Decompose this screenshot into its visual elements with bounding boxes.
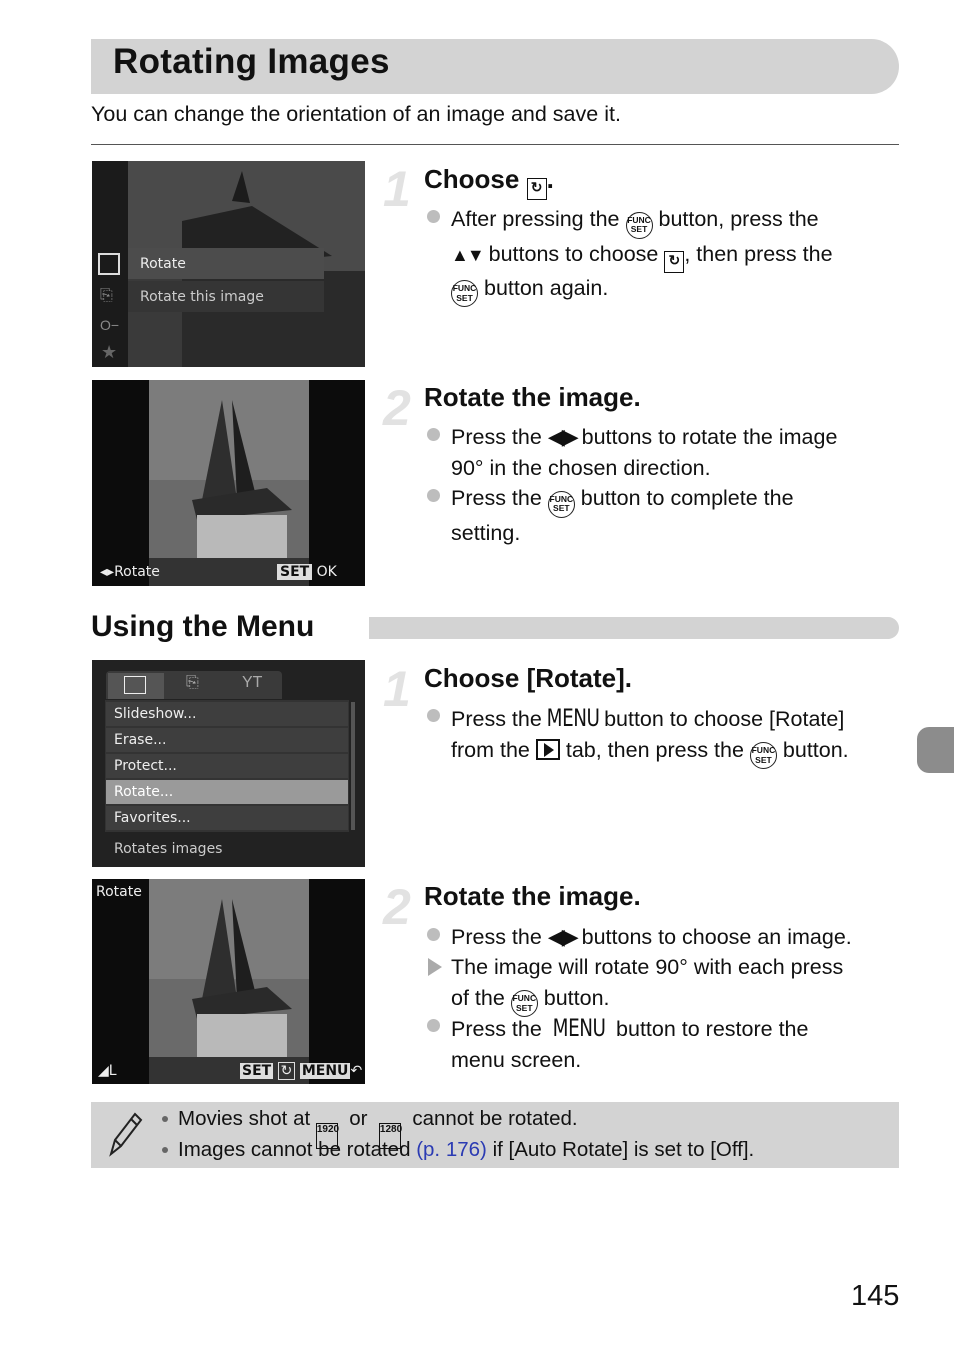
bullet bbox=[427, 1019, 440, 1032]
func-set-button-icon: FUNC SET bbox=[750, 742, 777, 769]
step-number: 2 bbox=[383, 380, 411, 436]
protect-key-icon: O− bbox=[100, 317, 120, 333]
page-number: 145 bbox=[851, 1280, 900, 1312]
scrollbar bbox=[351, 702, 355, 830]
image-size-icon: ◢L bbox=[98, 1063, 117, 1079]
step-number: 2 bbox=[383, 879, 411, 935]
set-menu-hint: SET ↻ MENU ↶ bbox=[242, 1063, 363, 1079]
settings-tools-icon: YT bbox=[242, 674, 263, 691]
step-text: Press the MENU button to choose [Rotate] from the tab, then press the FUNC SET button. bbox=[451, 703, 849, 769]
camera-screen-rotate bbox=[92, 380, 365, 586]
bullet bbox=[427, 709, 440, 722]
left-right-buttons-icon: ◀▶ bbox=[547, 424, 576, 449]
note-line-2: Images cannot be rotated (p. 176) if [Auto Rotate] is set to [Off]. bbox=[178, 1138, 755, 1161]
bullet bbox=[427, 210, 440, 223]
step-text: Press the ◀▶ buttons to choose an image. bbox=[451, 924, 852, 949]
result-arrow-icon bbox=[428, 958, 442, 976]
step-number: 1 bbox=[383, 661, 411, 717]
page-reference-link[interactable]: (p. 176) bbox=[416, 1138, 487, 1161]
note-bullet bbox=[162, 1116, 168, 1122]
church-photo bbox=[92, 380, 365, 586]
section-bar bbox=[369, 617, 899, 639]
step-heading: Choose ↻ . bbox=[424, 164, 554, 200]
step-text: After pressing the FUNC SET button, press the ▲▼ buttons to choose ↻ , then press the FUNC SET button again. bbox=[451, 204, 833, 307]
step-heading: Rotate the image. bbox=[424, 881, 641, 911]
menu-item-erase: Erase... bbox=[114, 732, 167, 748]
bullet bbox=[427, 928, 440, 941]
bullet bbox=[427, 428, 440, 441]
menu-item-slideshow: Slideshow... bbox=[114, 706, 197, 722]
menu-item-protect: Protect... bbox=[114, 758, 177, 774]
up-down-buttons-icon: ▲▼ bbox=[451, 244, 483, 265]
bullet bbox=[427, 489, 440, 502]
camera-screen-playback-menu bbox=[92, 660, 365, 867]
rotate-hint: ◂▸Rotate bbox=[100, 564, 160, 580]
play-icon bbox=[124, 676, 146, 694]
pencil-note-icon bbox=[103, 1110, 143, 1158]
func-set-button-icon: FUNC SET bbox=[451, 280, 478, 307]
step-heading: Choose [Rotate]. bbox=[424, 663, 632, 693]
set-ok-hint: SET OK bbox=[277, 564, 337, 580]
movie-1280-icon: 1280 bbox=[379, 1123, 401, 1149]
church-photo bbox=[92, 879, 365, 1084]
menu-item-rotate-desc: Rotate this image bbox=[140, 289, 264, 305]
screen-title: Rotate bbox=[96, 884, 142, 900]
menu-button-icon: MENU bbox=[552, 1014, 606, 1042]
page-title: Rotating Images bbox=[113, 42, 390, 81]
star-icon: ★ bbox=[101, 342, 118, 362]
step-number: 1 bbox=[383, 161, 411, 217]
camera-screen-rotate-menu bbox=[92, 161, 365, 367]
menu-footer: Rotates images bbox=[114, 841, 223, 857]
step-result-text: The image will rotate 90° with each press of the FUNC SET button. bbox=[451, 952, 843, 1017]
rotate-icon: ↻ bbox=[278, 1062, 296, 1080]
menu-item-favorites: Favorites... bbox=[114, 810, 191, 826]
step-text: Press the FUNC SET button to complete the setting. bbox=[451, 486, 794, 545]
step-text: Press the ◀▶ buttons to rotate the image 90° in the chosen direction. bbox=[451, 424, 838, 480]
camera-screen-rotate-playback bbox=[92, 879, 365, 1084]
func-set-button-icon: FUNC SET bbox=[626, 212, 653, 239]
step-text: Press the MENU button to restore the menu screen. bbox=[451, 1014, 809, 1072]
section-title: Using the Menu bbox=[91, 610, 315, 643]
func-set-button-icon: FUNC SET bbox=[511, 990, 538, 1017]
rotate-icon bbox=[98, 253, 120, 275]
menu-item-rotate: Rotate... bbox=[114, 784, 174, 800]
note-line-1: Movies shot at 1920 or 1280 cannot be rotated. bbox=[178, 1107, 578, 1149]
note-bullet bbox=[162, 1147, 168, 1153]
menu-button-icon: MENU bbox=[546, 704, 600, 732]
rotate-icon: ↻ bbox=[527, 178, 547, 200]
step-heading: Rotate the image. bbox=[424, 382, 641, 412]
playback-tab-icon bbox=[536, 739, 560, 760]
print-icon: ⎘ bbox=[100, 287, 113, 304]
left-right-buttons-icon: ◀▶ bbox=[547, 924, 576, 949]
divider bbox=[91, 144, 899, 145]
print-icon: ⎘ bbox=[186, 674, 199, 691]
intro-text: You can change the orientation of an image and save it. bbox=[91, 102, 621, 126]
rotate-icon: ↻ bbox=[664, 251, 684, 273]
func-set-button-icon: FUNC SET bbox=[548, 491, 575, 518]
chapter-side-tab bbox=[917, 727, 954, 773]
menu-item-rotate: Rotate bbox=[140, 256, 186, 272]
movie-1920-icon: 1920 bbox=[316, 1123, 338, 1149]
